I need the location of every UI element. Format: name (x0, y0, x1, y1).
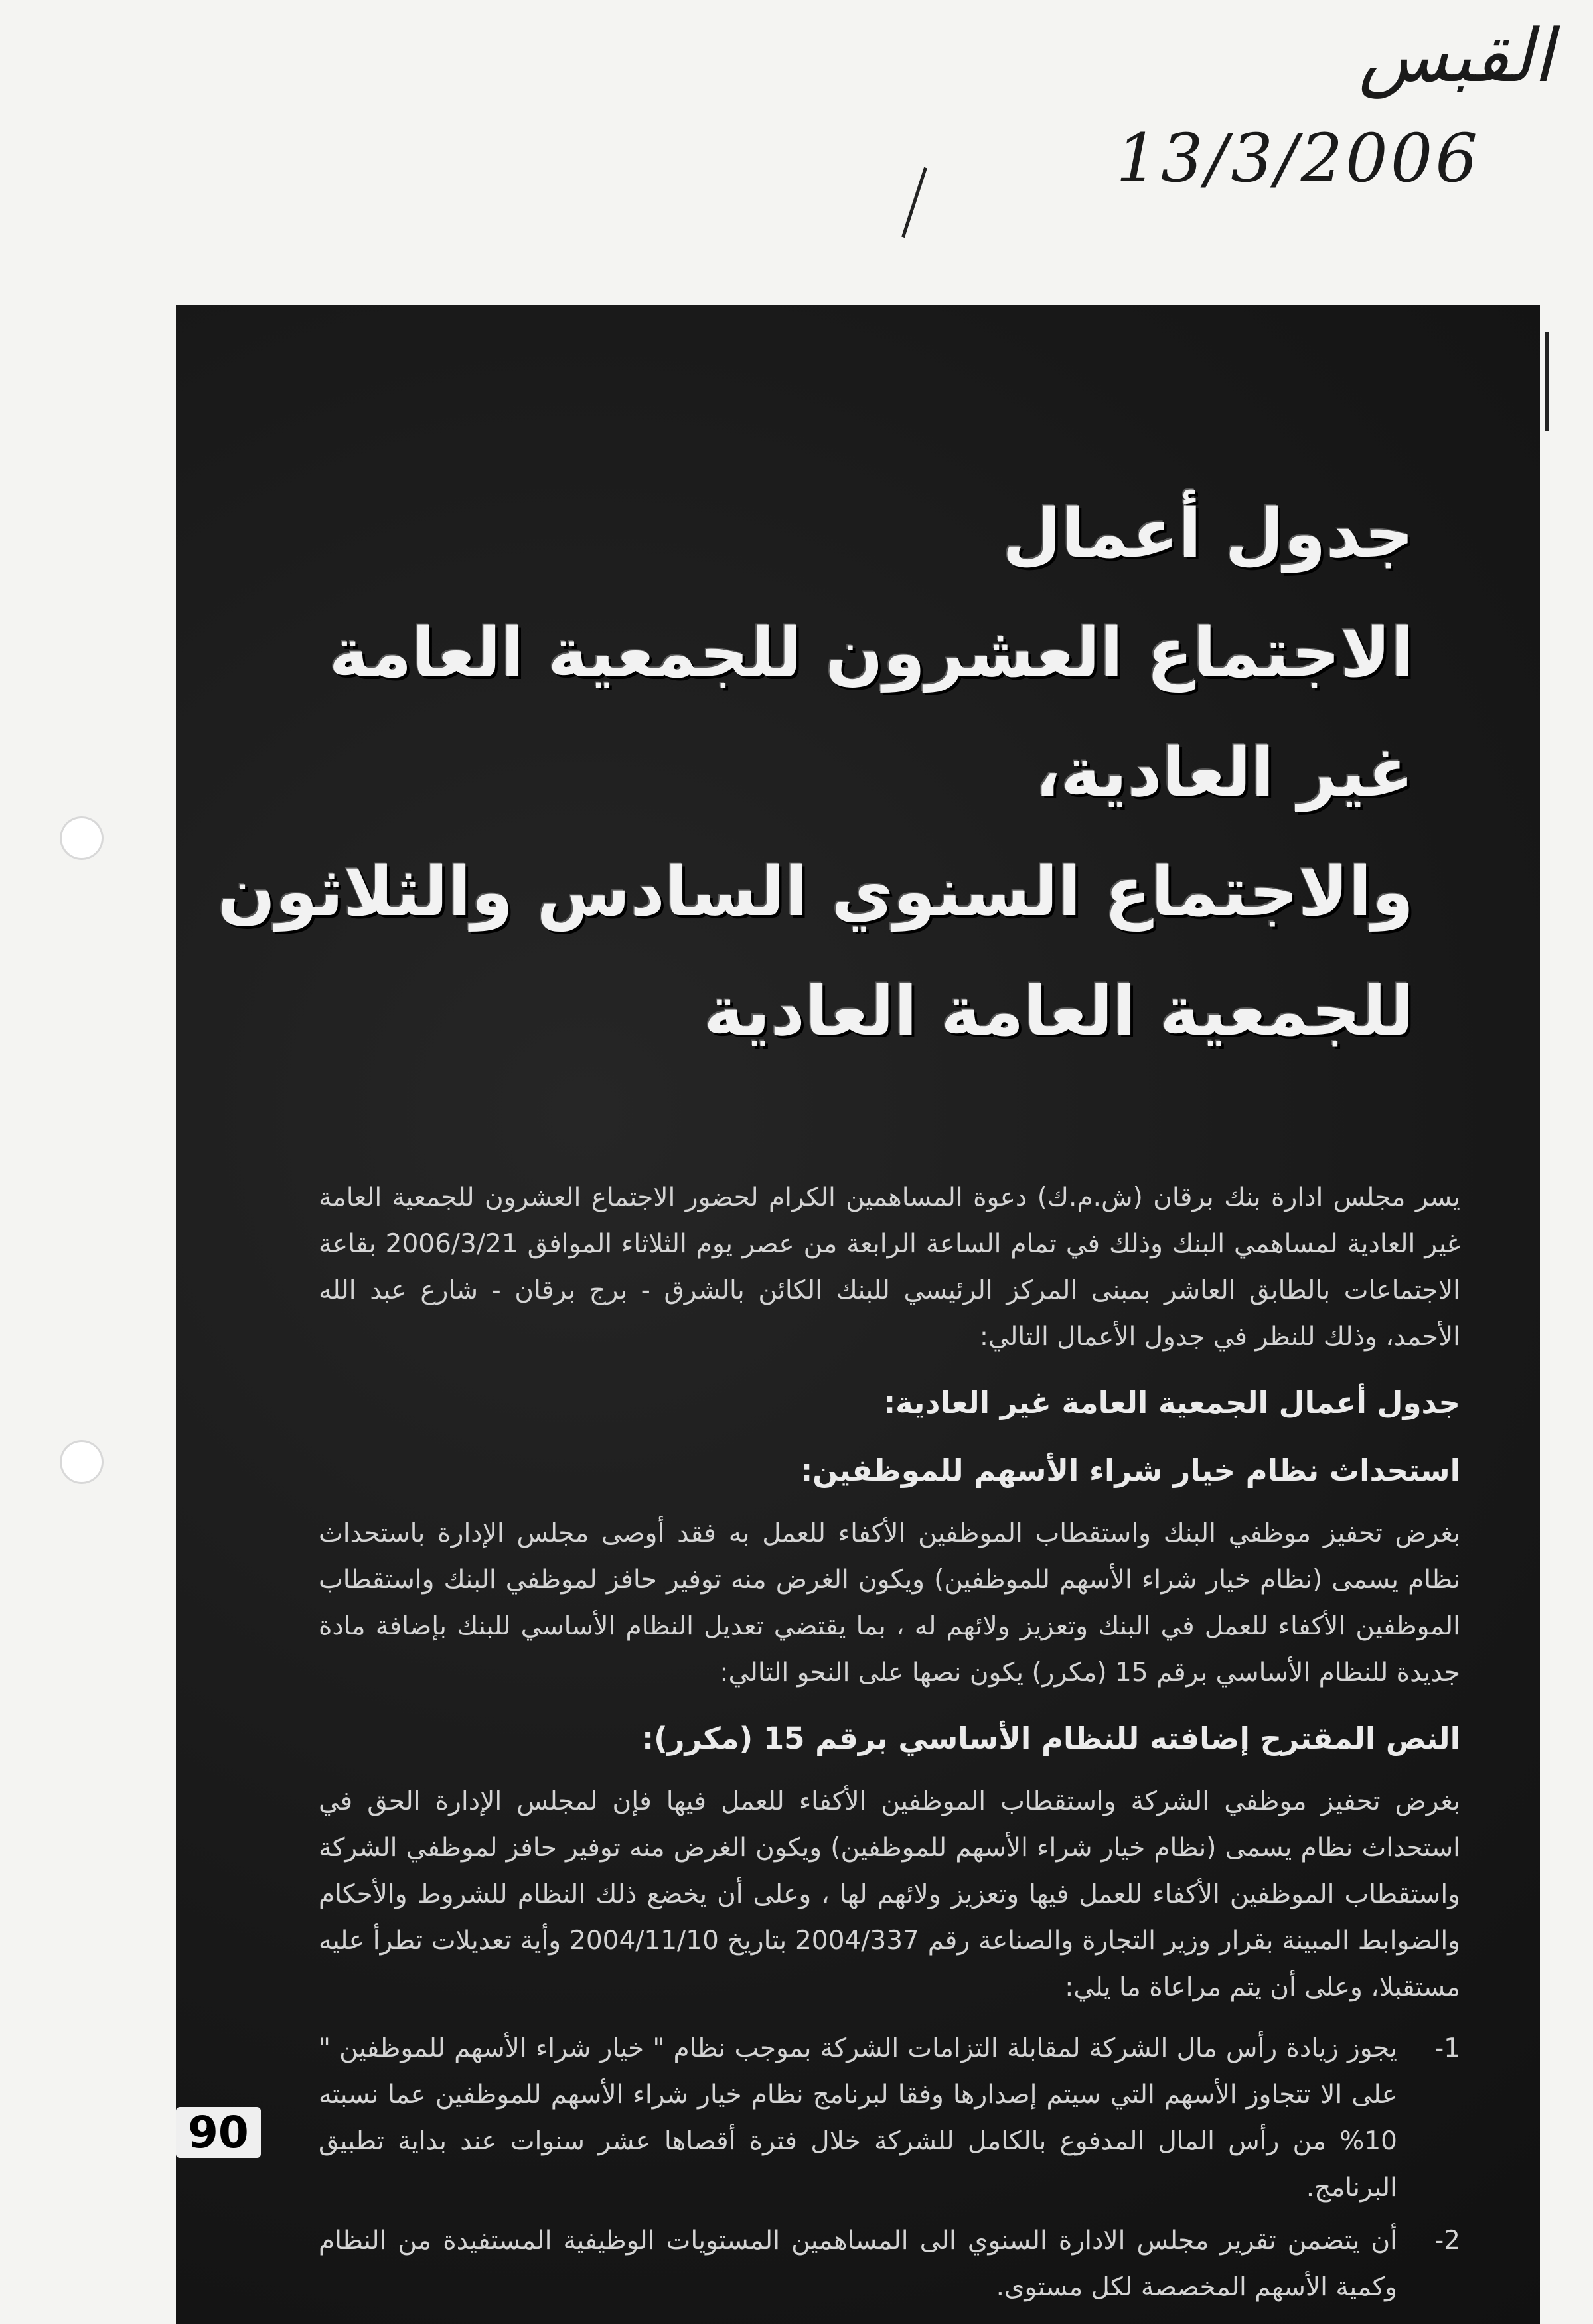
title-line: الاجتماع العشرون للجمعية العامة (329, 614, 1414, 693)
agenda-heading: جدول أعمال الجمعية العامة غير العادية: (883, 1385, 1460, 1420)
title-line: جدول أعمال (1002, 494, 1414, 573)
page-number: 90 (176, 2107, 261, 2158)
pen-mark (1545, 332, 1549, 431)
scanned-page (176, 305, 1540, 2324)
title-line: غير العادية، (1035, 733, 1414, 812)
title-line: للجمعية العامة العادية (704, 972, 1414, 1051)
conditions-list (319, 2025, 1460, 2311)
pen-mark (901, 167, 927, 238)
article-body (319, 1175, 1460, 2317)
article-paragraph: بغرض تحفيز موظفي الشركة واستقطاب الموظفين الأكفاء للعمل فيها فإن لمجلس الإدارة الحق في استحداث نظام يسمى (نظام خيار شراء الأسهم للموظفين) ويكون الغرض منه توفير حافز لموظفي الشركة واستقطاب الموظفين الأكفاء للعمل فيها وتعزيز ولائهم لها ، وعلى أن يخضع ذلك النظام للشروط والأحكام والضوابط المبينة بقرار وزير التجارة والصناعة رقم 2004/337 بتاريخ 2004/11/10 وأية تعديلات تطرأ عليه مستقبلا، وعلى أن يتم مراعاة ما يلي: (319, 1786, 1461, 2002)
list-item (319, 2025, 1460, 2211)
punch-hole (60, 816, 104, 860)
title-line: والاجتماع السنوي السادس والثلاثون (218, 853, 1414, 932)
scheme-paragraph: بغرض تحفيز موظفي البنك واستقطاب الموظفين الأكفاء للعمل به فقد أوصى مجلس الإدارة باستحداث نظام يسمى (نظام خيار شراء الأسهم للموظفين) ويكون الغرض منه توفير حافز لموظفي البنك واستقطاب الموظفين الأكفاء للعمل في البنك وتعزيز ولائهم له ، بما يقتضي تعديل النظام الأساسي للبنك بإضافة مادة جديدة للنظام الأساسي برقم 15 (مكرر) يكون نصها على النحو التالي: (319, 1518, 1460, 1688)
item-number: -2 (1434, 2226, 1460, 2256)
handwritten-source: القبس (1358, 13, 1553, 98)
item-number: -1 (1434, 2033, 1460, 2063)
page-title (218, 474, 1414, 1072)
list-item (319, 2218, 1460, 2311)
item-text: يجوز زيادة رأس مال الشركة لمقابلة التزامات الشركة بموجب نظام " خيار شراء الأسهم للموظفين " على الا تتجاوز الأسهم التي سيتم إصدارها وفقا لبرنامج نظام خيار شراء الأسهم للموظفين عما نسبته 10% من رأس المال المدفوع بالكامل للشركة خلال فترة أقصاها عشر سنوات عند بداية تطبيق البرنامج. (319, 2033, 1397, 2203)
scheme-heading: استحداث نظام خيار شراء الأسهم للموظفين: (800, 1453, 1460, 1488)
article-heading: النص المقترح إضافته للنظام الأساسي برقم 15 (مكرر): (642, 1721, 1460, 1756)
intro-paragraph: يسر مجلس ادارة بنك برقان (ش.م.ك) دعوة المساهمين الكرام لحضور الاجتماع العشرون للجمعية العامة غير العادية لمساهمي البنك وذلك في تمام الساعة الرابعة من عصر يوم الثلاثاء الموافق 2006/3/21 بقاعة الاجتماعات بالطابق العاشر بمبنى المركز الرئيسي للبنك الكائن بالشرق - برج برقان - شارع عبد الله الأحمد، وذلك للنظر في جدول الأعمال التالي: (319, 1183, 1460, 1352)
punch-hole (60, 1440, 104, 1484)
handwritten-date: 13/3/2006 (1116, 119, 1480, 197)
item-text: أن يتضمن تقرير مجلس الادارة السنوي الى المساهمين المستويات الوظيفية المستفيدة من النظام وكمية الأسهم المخصصة لكل مستوى. (319, 2226, 1397, 2302)
